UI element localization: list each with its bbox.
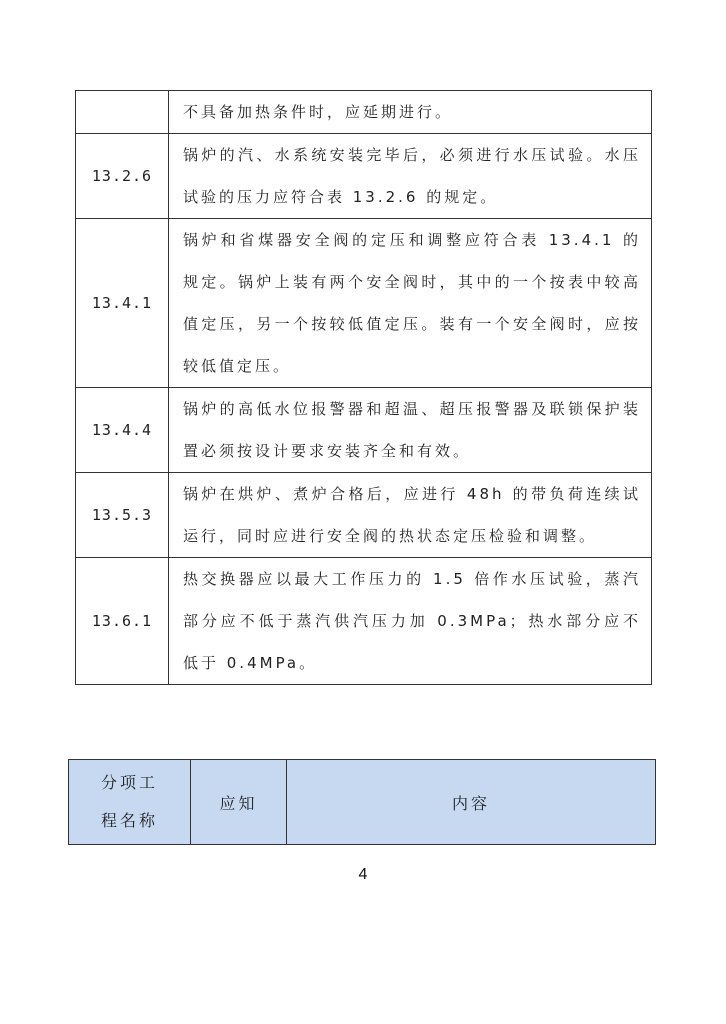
page-number: 4 (358, 866, 368, 883)
clause-text: 锅炉在烘炉、煮炉合格后，应进行 48h 的带负荷连续试运行，同时应进行安全阀的热状态定压检验和调整。 (169, 473, 652, 558)
table-row (76, 134, 652, 219)
clause-text: 不具备加热条件时，应延期进行。 (169, 91, 652, 134)
clause-number: 13.4.4 (76, 388, 169, 473)
clauses-table (75, 90, 652, 685)
header-content: 内容 (287, 760, 656, 845)
clause-number: 13.5.3 (76, 473, 169, 558)
clause-text: 锅炉的高低水位报警器和超温、超压报警器及联锁保护装置必须按设计要求安装齐全和有效。 (169, 388, 652, 473)
clause-text: 锅炉的汽、水系统安装完毕后，必须进行水压试验。水压试验的压力应符合表 13.2.6 的规定。 (169, 134, 652, 219)
table-row (76, 473, 652, 558)
clause-number: 13.4.1 (76, 219, 169, 388)
clause-text: 热交换器应以最大工作压力的 1.5 倍作水压试验，蒸汽部分应不低于蒸汽供汽压力加 0.3MPa；热水部分应不低于 0.4MPa。 (169, 558, 652, 685)
table-row (76, 91, 652, 134)
header-should-know: 应知 (191, 760, 287, 845)
clause-number: 13.6.1 (76, 558, 169, 685)
header-item-name (69, 760, 191, 845)
next-table-header (68, 759, 656, 845)
clause-number: 13.2.6 (76, 134, 169, 219)
clause-text: 锅炉和省煤器安全阀的定压和调整应符合表 13.4.1 的规定。锅炉上装有两个安全阀时，其中的一个按表中较高值定压，另一个按较低值定压。装有一个安全阀时，应按较低值定压。 (169, 219, 652, 388)
table-row (76, 558, 652, 685)
table-row (76, 388, 652, 473)
table-row (76, 219, 652, 388)
clause-number (76, 91, 169, 134)
header-item-name-label: 分项工程名称 (100, 773, 158, 830)
header-row (69, 760, 656, 845)
